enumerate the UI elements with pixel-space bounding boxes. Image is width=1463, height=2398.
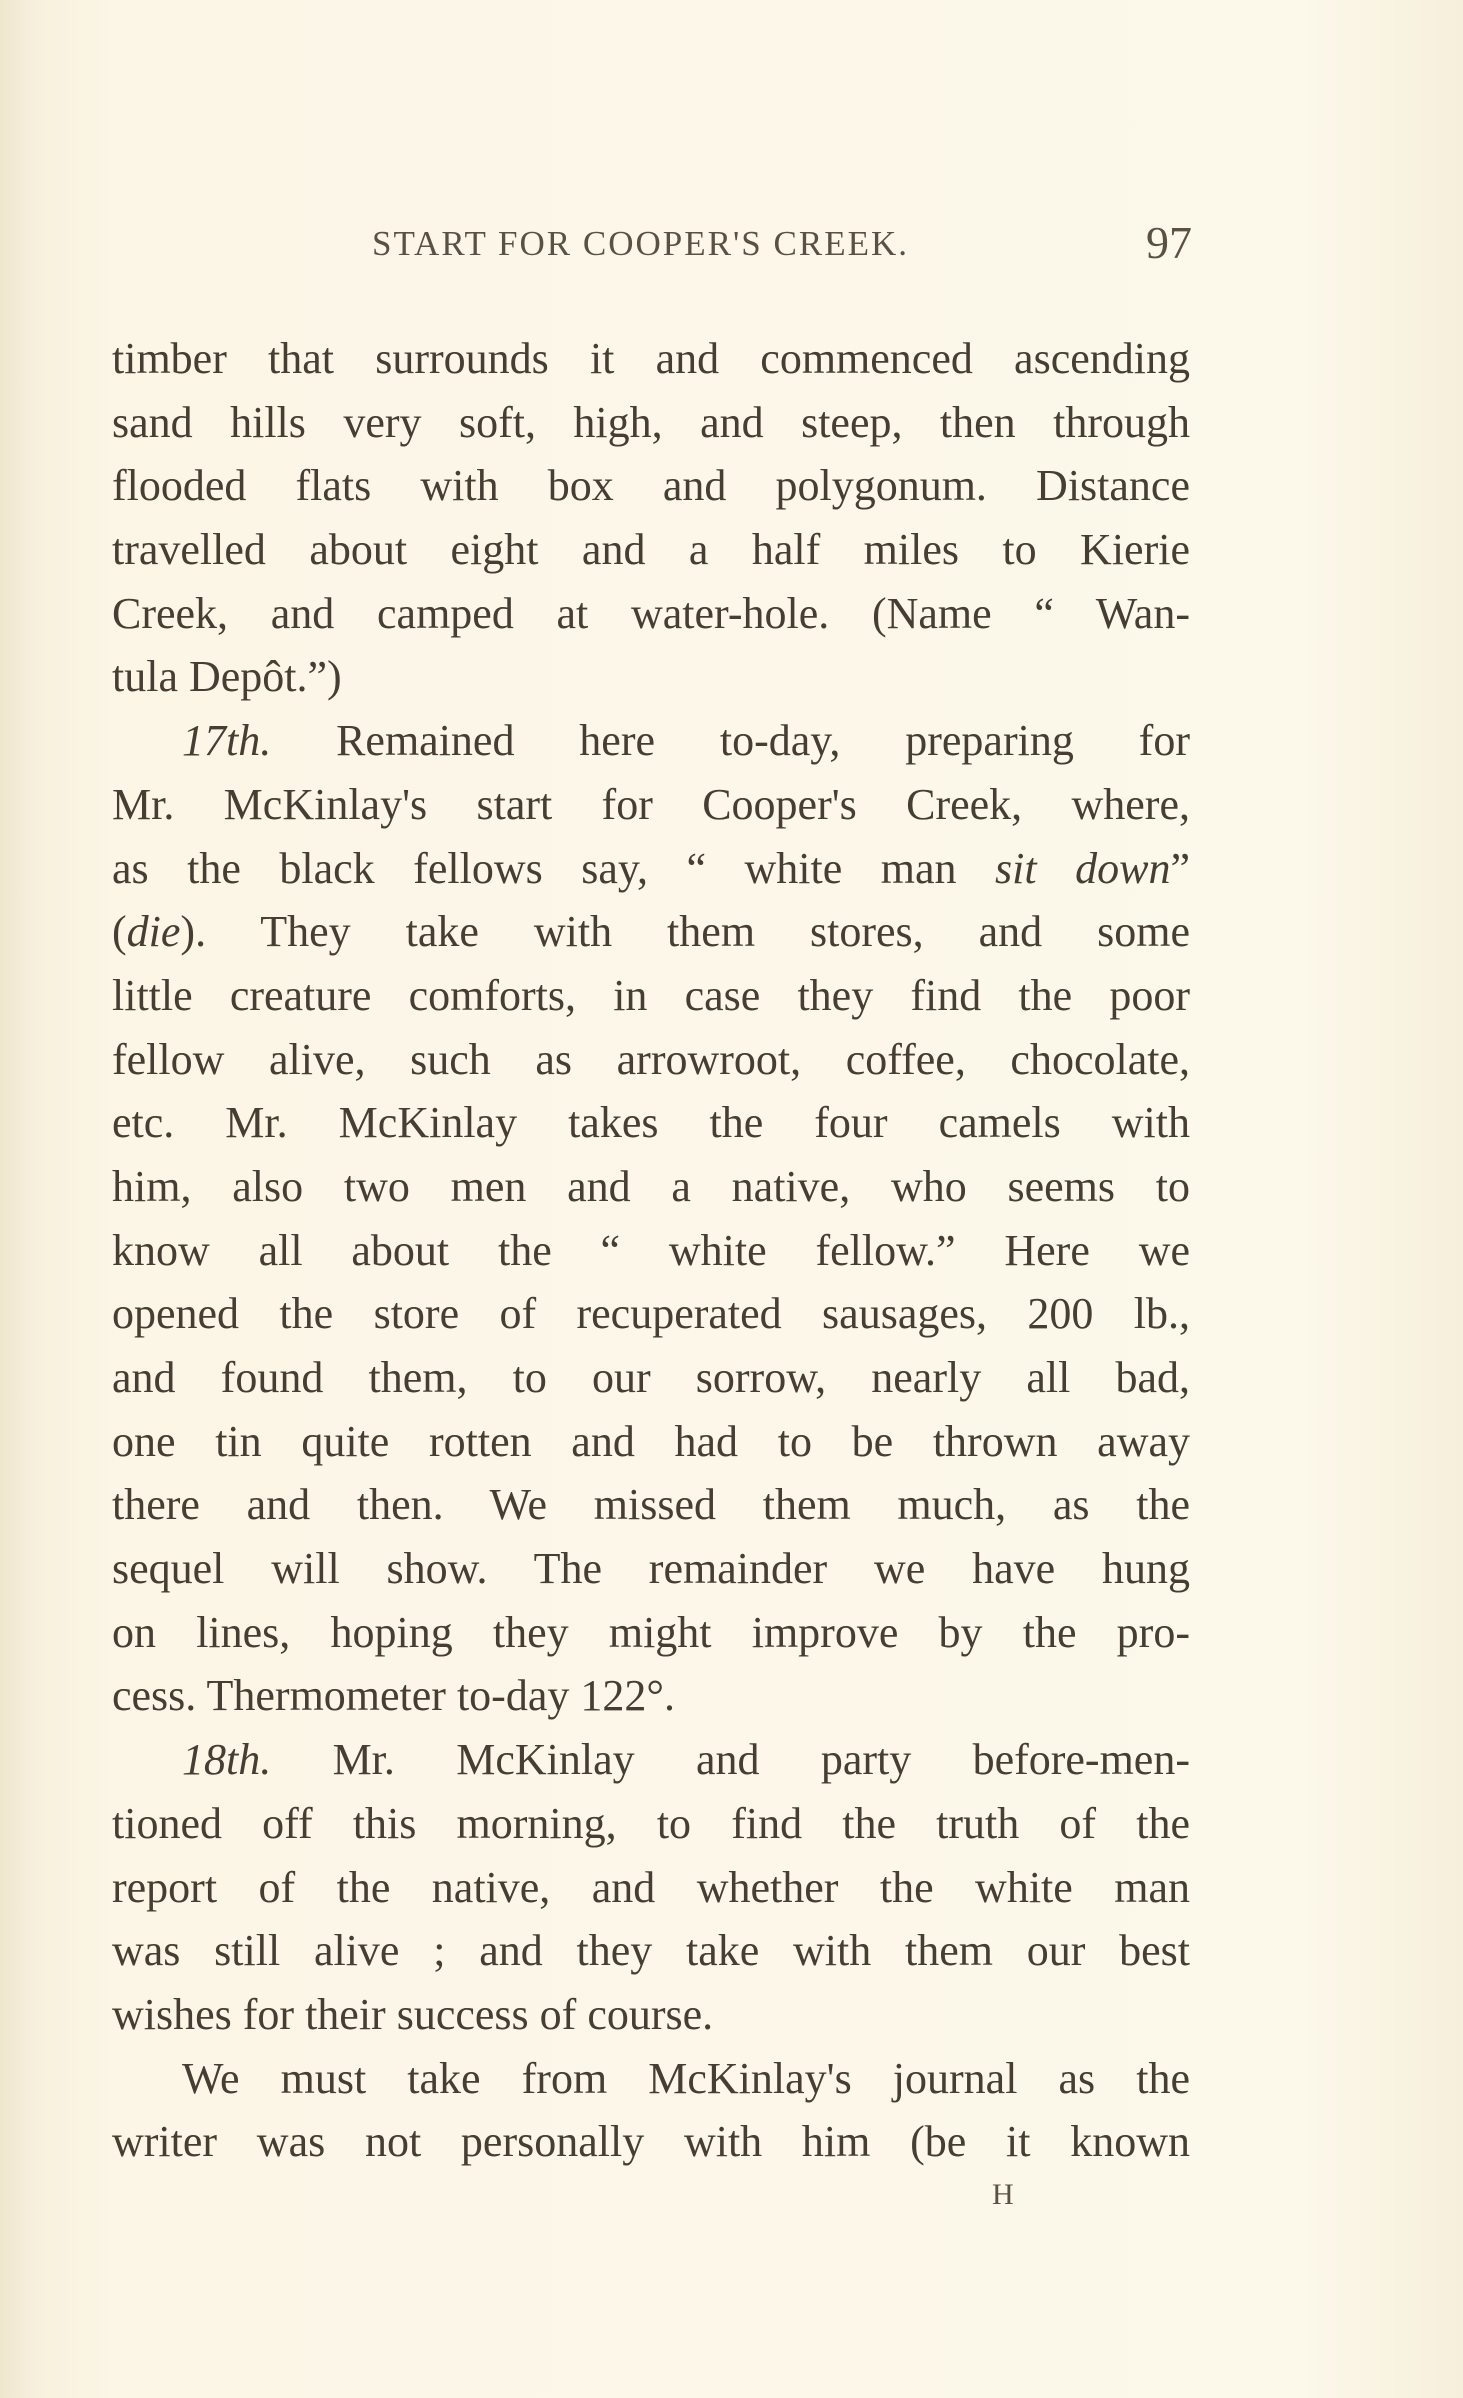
text-line <box>112 1919 1190 1983</box>
text-line-content: Mr. McKinlay and party before-men- <box>271 1735 1190 1785</box>
text-line-content: know all about the “ white fellow.” Here we <box>112 1225 1190 1275</box>
text-line-content: and found them, to our sorrow, nearly all bad, <box>112 1353 1190 1402</box>
text-line-content: as the black fellows say, “ white man <box>112 843 996 893</box>
text-line <box>112 837 1190 901</box>
text-line <box>112 1473 1190 1537</box>
text-line <box>112 1792 1190 1856</box>
text-line <box>112 2110 1190 2174</box>
text-line <box>112 1028 1190 1092</box>
text-line-content: travelled about eight and a half miles to Kierie <box>112 525 1190 575</box>
text-line <box>112 1728 1190 1792</box>
text-line-content: on lines, hoping they might improve by the pro- <box>112 1607 1190 1657</box>
italic-text: 17th. <box>182 716 272 766</box>
text-line <box>112 964 1190 1028</box>
text-line <box>112 1155 1190 1219</box>
text-line-content: there and then. We missed them much, as the <box>112 1480 1190 1530</box>
text-line-content: writer was not personally with him (be it known <box>112 2117 1190 2167</box>
text-line-content: wishes for their success of course. <box>112 1989 714 2039</box>
text-line <box>112 1856 1190 1920</box>
text-line <box>112 773 1190 837</box>
text-line-content: opened the store of recuperated sausages, 200 lb., <box>112 1289 1190 1339</box>
text-line-content: tula Depôt.”) <box>112 652 342 702</box>
text-line-content: one tin quite rotten and had to be thrown away <box>112 1416 1190 1466</box>
text-line-content: flooded flats with box and polygonum. Distance <box>112 461 1190 511</box>
text-line <box>112 1983 1190 2047</box>
text-line <box>112 2047 1190 2111</box>
text-line <box>112 1346 1190 1410</box>
text-line-content: cess. Thermometer to-day 122°. <box>112 1671 675 1721</box>
running-title: START FOR COOPER'S CREEK. <box>372 224 909 263</box>
italic-text: 18th. <box>182 1735 272 1785</box>
text-line <box>112 518 1190 582</box>
text-line-content: little creature comforts, in case they find the poor <box>112 970 1190 1020</box>
text-line-prefix: ( <box>112 907 127 957</box>
text-line <box>112 645 1190 709</box>
text-line <box>112 1601 1190 1665</box>
text-line <box>112 900 1190 964</box>
text-line <box>112 709 1190 773</box>
text-line-content: ). They take with them stores, and some <box>180 907 1190 957</box>
text-line <box>112 582 1190 646</box>
running-head <box>372 217 1192 274</box>
text-line <box>112 327 1190 391</box>
italic-text: die <box>126 907 181 957</box>
text-line-content: sand hills very soft, high, and steep, then through <box>112 397 1190 447</box>
text-line <box>112 1664 1190 1728</box>
text-line-content: Mr. McKinlay's start for Cooper's Creek, where, <box>112 779 1190 829</box>
page-number: 97 <box>1146 217 1192 268</box>
text-line-content: was still alive ; and they take with them our best <box>112 1926 1190 1976</box>
text-line <box>112 391 1190 455</box>
text-line-content: We must take from McKinlay's journal as the <box>182 2053 1190 2103</box>
text-line-content: Remained here to-day, preparing for <box>271 716 1190 766</box>
text-line-content: Creek, and camped at water-hole. (Name “ Wan- <box>112 588 1190 638</box>
text-line <box>112 1091 1190 1155</box>
text-line <box>112 1219 1190 1283</box>
italic-text: sit down <box>995 843 1171 893</box>
text-line-suffix: ” <box>1170 843 1190 893</box>
text-line-content: etc. Mr. McKinlay takes the four camels with <box>112 1098 1190 1148</box>
text-line-content: timber that surrounds it and commenced ascending <box>112 334 1190 383</box>
text-line-content: tioned off this morning, to find the truth of the <box>112 1798 1190 1848</box>
text-line-content: sequel will show. The remainder we have hung <box>112 1544 1190 1594</box>
text-line <box>112 1537 1190 1601</box>
body-text <box>112 327 1190 2174</box>
text-line <box>112 1410 1190 1474</box>
text-line <box>112 1282 1190 1346</box>
text-line-content: report of the native, and whether the white man <box>112 1862 1190 1912</box>
text-line <box>112 454 1190 518</box>
text-line-content: him, also two men and a native, who seems to <box>112 1161 1190 1211</box>
text-line-content: fellow alive, such as arrowroot, coffee, chocolate, <box>112 1034 1190 1084</box>
signature-mark: H <box>992 2178 1015 2211</box>
